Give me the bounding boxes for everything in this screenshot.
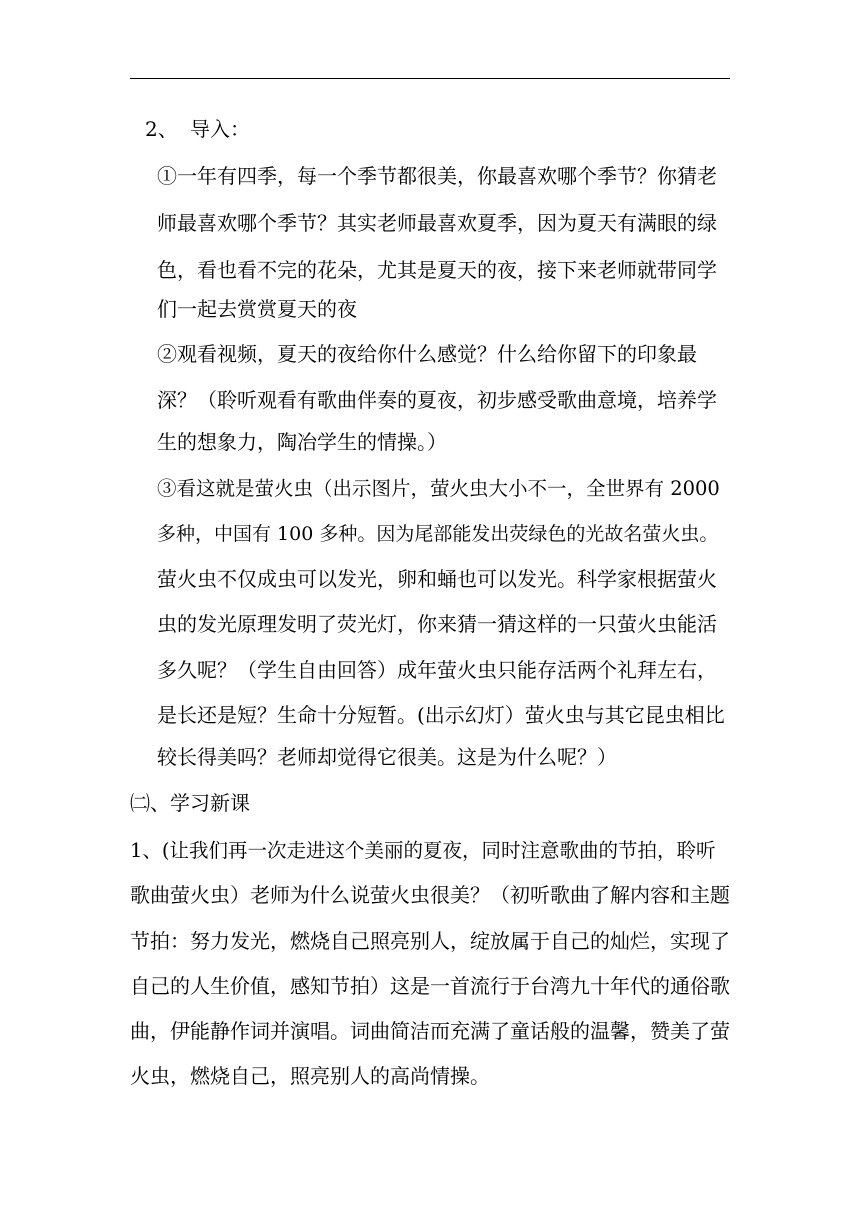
section-title: 导入：	[190, 117, 250, 141]
para3-line: 多种，中国有 100 多种。因为尾部能发出荧绿色的光故名萤火虫。	[157, 523, 719, 545]
para4-line: 火虫，燃烧自己，照亮别人的高尚情操。	[130, 1064, 490, 1088]
section-number: 2、	[145, 117, 178, 141]
para2-line: 深？（聆听观看有歌曲伴奏的夏夜，初步感受歌曲意境，培养学	[157, 388, 717, 412]
para3-line: 是长还是短？生命十分短暂。(出示幻灯）萤火虫与其它昆虫相比	[157, 703, 725, 727]
subsection-title: ㈡、学习新课	[130, 791, 250, 815]
para4-line: 节拍：努力发光，燃烧自己照亮别人，绽放属于自己的灿烂，实现了	[130, 929, 730, 953]
para4-line: 曲，伊能静作词并演唱。词曲简洁而充满了童话般的温馨，赞美了萤	[130, 1019, 730, 1043]
para4-line: 1、(让我们再一次走进这个美丽的夏夜，同时注意歌曲的节拍，聆听	[130, 839, 716, 862]
para4-line: 自己的人生价值，感知节拍）这是一首流行于台湾九十年代的通俗歌	[130, 974, 730, 998]
para1-line: ①一年有四季，每一个季节都很美，你最喜欢哪个季节？你猜老	[157, 164, 717, 188]
header-rule	[130, 78, 730, 79]
para3-line: 虫的发光原理发明了荧光灯，你来猜一猜这样的一只萤火虫能活	[157, 612, 717, 636]
para3-line: 多久呢？（学生自由回答）成年萤火虫只能存活两个礼拜左右，	[157, 658, 717, 682]
para1-line: 色，看也看不完的花朵，尤其是夏天的夜，接下来老师就带同学	[157, 258, 717, 282]
para2-line: ②观看视频，夏天的夜给你什么感觉？什么给你留下的印象最	[157, 342, 697, 366]
para4-line: 歌曲萤火虫）老师为什么说萤火虫很美？（初听歌曲了解内容和主题	[130, 883, 730, 907]
para1-line: 师最喜欢哪个季节？其实老师最喜欢夏季，因为夏天有满眼的绿	[157, 211, 717, 235]
para2-line: 生的想象力，陶冶学生的情操。）	[157, 430, 447, 454]
para3-line: 萤火虫不仅成虫可以发光，卵和蛹也可以发光。科学家根据萤火	[157, 567, 717, 591]
para3-line: ③看这就是萤火虫（出示图片，萤火虫大小不一，全世界有 2000	[157, 477, 720, 500]
para3-line: 较长得美吗？老师却觉得它很美。这是为什么呢？）	[157, 745, 617, 769]
para1-line: 们一起去赏赏夏天的夜	[157, 297, 357, 321]
